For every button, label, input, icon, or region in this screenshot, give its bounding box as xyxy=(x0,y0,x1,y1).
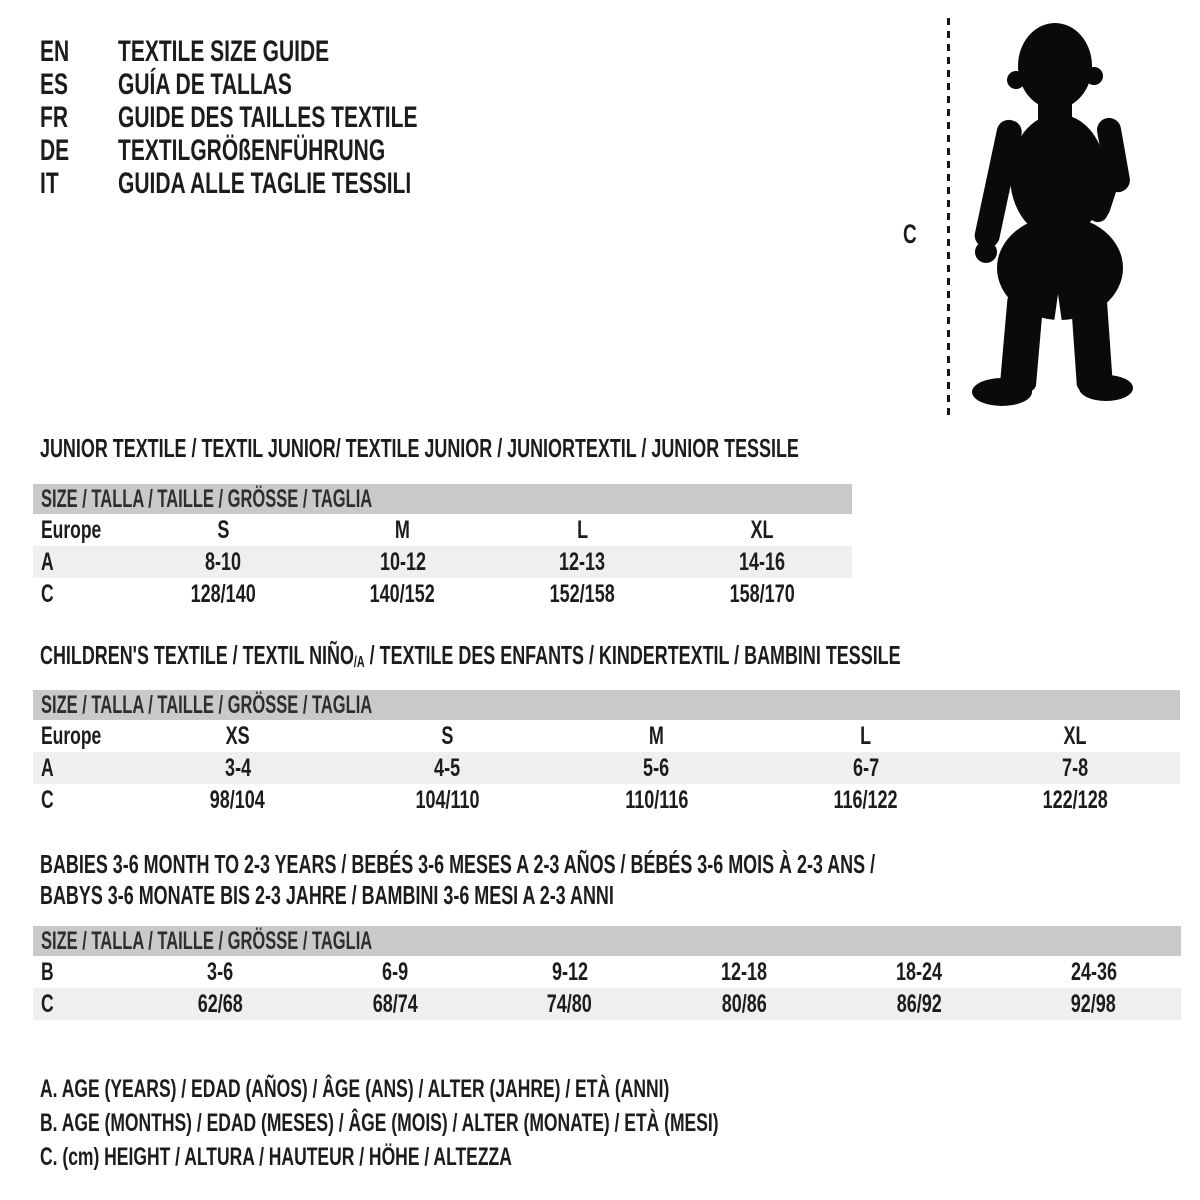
legend-footnote: A. AGE (YEARS) / EDAD (AÑOS) / ÂGE (ANS) / ALTER (JAHRE) / ETÀ (ANNI) xyxy=(40,1075,670,1103)
size-value-cell: S xyxy=(216,516,229,544)
row-label: A xyxy=(41,548,54,576)
size-value-cell: L xyxy=(860,722,872,750)
row-label: A xyxy=(41,754,54,782)
size-value-cell: 86/92 xyxy=(896,990,942,1018)
size-value-cell: 116/122 xyxy=(833,786,898,814)
size-value-cell: M xyxy=(649,722,665,750)
section-title-line: BABIES 3-6 MONTH TO 2-3 YEARS / BEBÉS 3-6 MESES A 2-3 AÑOS / BÉBÉS 3-6 MOIS À 2-3 ANS / xyxy=(40,849,876,879)
size-value-cell: 5-6 xyxy=(643,754,670,782)
size-value-cell: 104/110 xyxy=(415,786,480,814)
language-guide-title: TEXTILGRÖßENFÜHRUNG xyxy=(118,134,386,167)
silhouette-ear-right xyxy=(1085,67,1103,85)
table-row xyxy=(33,514,852,546)
table-row xyxy=(33,988,1181,1020)
size-value-cell: 122/128 xyxy=(1042,786,1108,814)
row-label: C xyxy=(41,580,54,608)
language-guide-title: TEXTILE SIZE GUIDE xyxy=(118,35,330,68)
language-code: FR xyxy=(40,101,68,134)
height-measure-dashed-line xyxy=(947,18,950,418)
language-code: EN xyxy=(40,35,70,68)
toddler-silhouette xyxy=(968,16,1138,416)
size-header-bar: SIZE / TALLA / TAILLE / GRÖSSE / TAGLIA xyxy=(33,484,852,514)
size-value-cell: S xyxy=(441,722,454,750)
size-value-cell: 152/158 xyxy=(549,580,615,608)
table-row xyxy=(33,578,852,610)
size-value-cell: 80/86 xyxy=(721,990,767,1018)
size-value-cell: XL xyxy=(750,516,774,544)
size-value-cell: XL xyxy=(1063,722,1087,750)
row-label: C xyxy=(41,786,54,814)
size-value-cell: 7-8 xyxy=(1062,754,1089,782)
table-row xyxy=(33,546,852,578)
silhouette-ear-left xyxy=(1007,71,1025,89)
table-row xyxy=(33,720,1180,752)
language-code: IT xyxy=(40,167,59,200)
legend-footnotes xyxy=(40,1072,1009,1174)
row-label: Europe xyxy=(41,722,102,750)
table-row xyxy=(33,752,1180,784)
row-label: C xyxy=(41,990,54,1018)
silhouette-foot-right xyxy=(1079,375,1133,401)
babies-size-table xyxy=(33,926,1181,1020)
size-value-cell: 8-10 xyxy=(204,548,241,576)
size-value-cell: L xyxy=(576,516,588,544)
size-value-cell: 6-7 xyxy=(852,754,879,782)
size-value-cell: 62/68 xyxy=(197,990,243,1018)
size-value-cell: 9-12 xyxy=(551,958,588,986)
size-value-cell: 14-16 xyxy=(739,548,786,576)
language-guide-title: GUIDE DES TAILLES TEXTILE xyxy=(118,101,418,134)
legend-footnote: C. (cm) HEIGHT / ALTURA / HAUTEUR / HÖHE / ALTEZZA xyxy=(40,1143,512,1171)
size-value-cell: 10-12 xyxy=(379,548,426,576)
language-code: ES xyxy=(40,68,69,101)
section-title-babies xyxy=(40,851,1200,913)
size-value-cell: 98/104 xyxy=(210,786,266,814)
section-title-junior xyxy=(40,435,1140,466)
size-value-cell: 74/80 xyxy=(547,990,593,1018)
table-row xyxy=(33,784,1180,816)
size-value-cell: 3-4 xyxy=(224,754,251,782)
children-size-table xyxy=(33,690,1180,816)
size-value-cell: 140/152 xyxy=(370,580,436,608)
size-header-bar: SIZE / TALLA / TAILLE / GRÖSSE / TAGLIA xyxy=(33,690,1180,720)
silhouette-foot-left xyxy=(972,378,1032,406)
size-value-cell: XS xyxy=(225,722,250,750)
section-title-line: BABYS 3-6 MONATE BIS 2-3 JAHRE / BAMBINI 3-6 MESI A 2-3 ANNI xyxy=(40,880,614,910)
size-value-cell: 24-36 xyxy=(1070,958,1117,986)
row-label: Europe xyxy=(41,516,102,544)
table-row xyxy=(33,956,1181,988)
size-value-cell: 4-5 xyxy=(434,754,461,782)
size-value-cell: 92/98 xyxy=(1071,990,1117,1018)
height-measure-label: C xyxy=(903,219,917,249)
size-value-cell: 68/74 xyxy=(372,990,418,1018)
size-value-cell: 3-6 xyxy=(207,958,234,986)
language-guide-title: GUÍA DE TALLAS xyxy=(118,68,292,101)
junior-size-table xyxy=(33,484,852,610)
language-code: DE xyxy=(40,134,70,167)
section-title-line: CHILDREN'S TEXTILE / TEXTIL NIÑO/A / TEXTILE DES ENFANTS / KINDERTEXTIL / BAMBINI TESSILE xyxy=(40,640,901,671)
row-label: B xyxy=(41,958,54,986)
size-value-cell: 18-24 xyxy=(896,958,943,986)
size-value-cell: 128/140 xyxy=(190,580,256,608)
legend-footnote: B. AGE (MONTHS) / EDAD (MESES) / ÂGE (MOIS) / ALTER (MONATE) / ETÀ (MESI) xyxy=(40,1109,719,1137)
language-guide-title: GUIDA ALLE TAGLIE TESSILI xyxy=(118,167,412,200)
section-title-children xyxy=(40,642,1200,673)
size-value-cell: M xyxy=(395,516,411,544)
size-header-bar: SIZE / TALLA / TAILLE / GRÖSSE / TAGLIA xyxy=(33,926,1181,956)
size-value-cell: 6-9 xyxy=(381,958,409,986)
size-value-cell: 158/170 xyxy=(729,580,795,608)
size-value-cell: 110/116 xyxy=(624,786,689,814)
section-title-line: JUNIOR TEXTILE / TEXTIL JUNIOR/ TEXTILE JUNIOR / JUNIORTEXTIL / JUNIOR TESSILE xyxy=(40,433,799,463)
size-value-cell: 12-13 xyxy=(559,548,606,576)
size-value-cell: 12-18 xyxy=(721,958,768,986)
